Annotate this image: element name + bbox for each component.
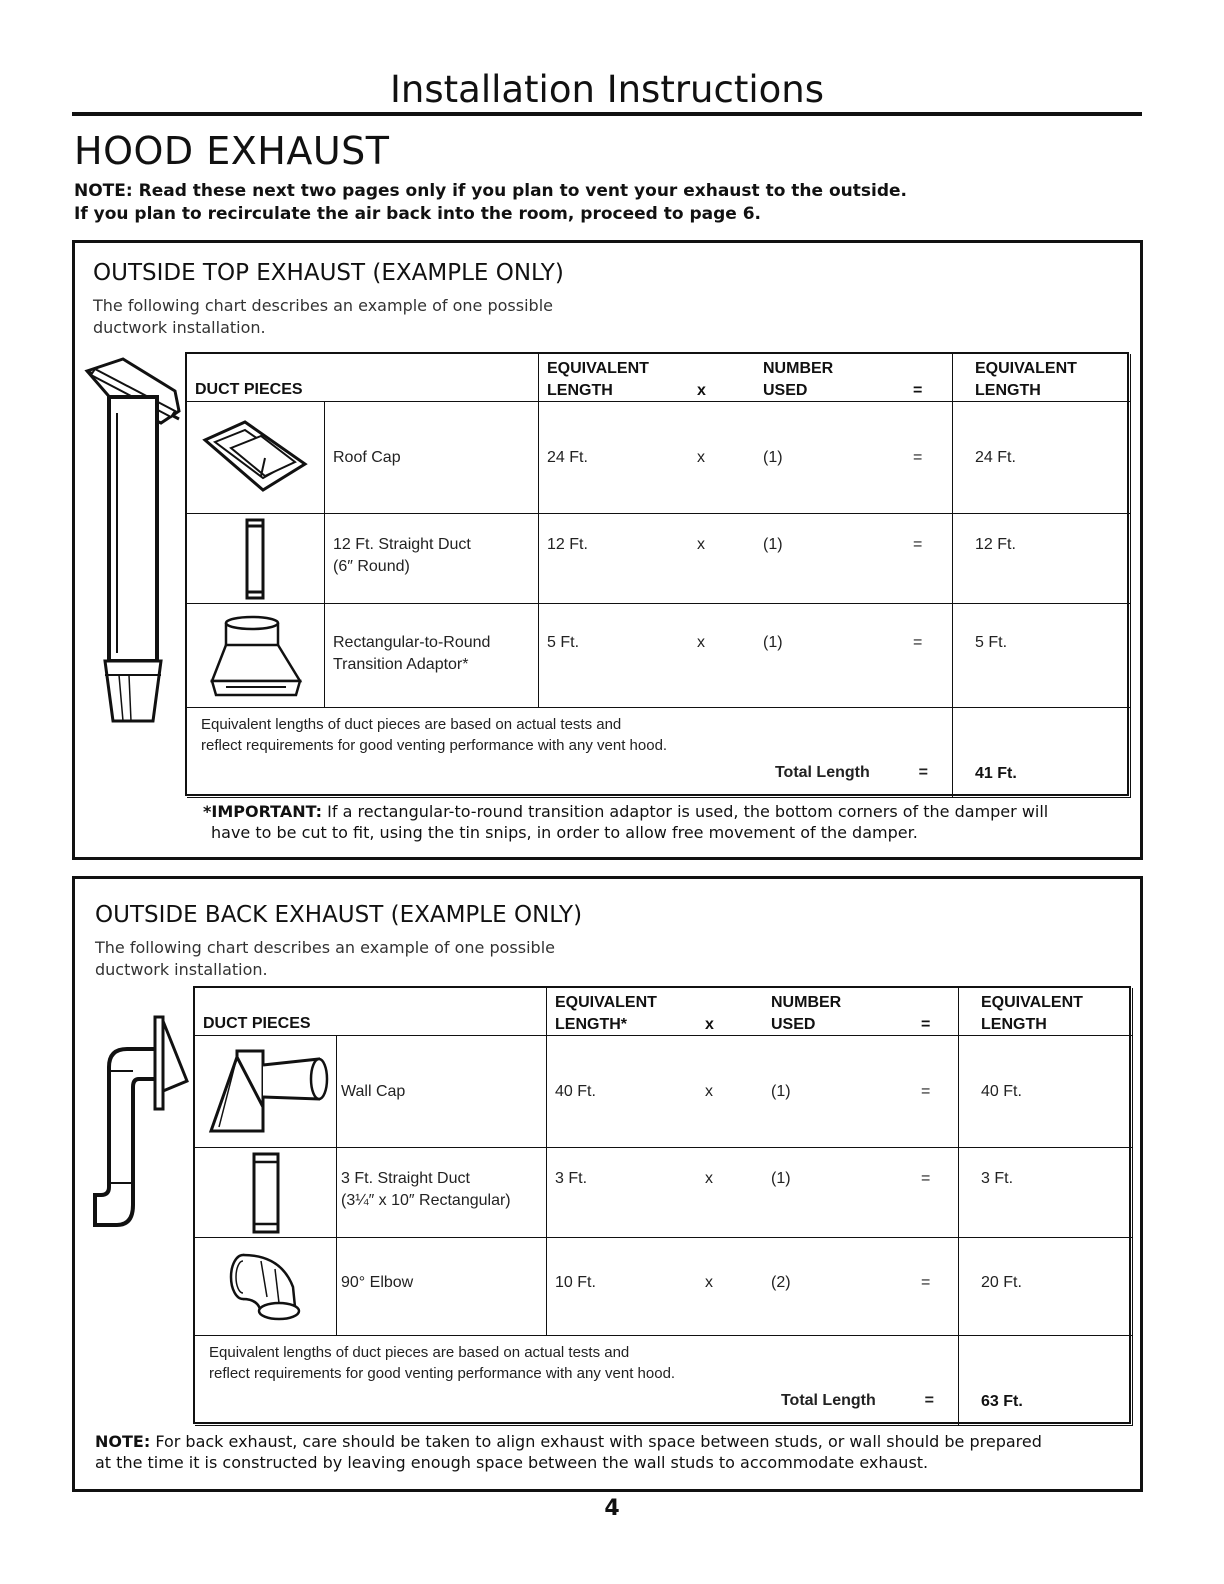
top-col-number-line-1: NUMBER xyxy=(763,360,834,377)
roof-cap-icon xyxy=(187,402,325,514)
top-row-2-name xyxy=(325,514,539,604)
straight-rectangular-duct-icon xyxy=(195,1148,337,1238)
back-note xyxy=(95,1431,1135,1473)
back-total-equals: = xyxy=(924,1392,934,1409)
top-row-1-length: 24 Ft. xyxy=(547,448,588,466)
back-row-1-total-value: 40 Ft. xyxy=(981,1082,1022,1100)
back-exhaust-panel xyxy=(72,876,1143,1492)
top-row-3-total xyxy=(953,604,1131,708)
section-note xyxy=(74,180,907,226)
top-footnote xyxy=(187,708,953,798)
back-row-1-name-line-1: Wall Cap xyxy=(341,1082,406,1100)
top-exhaust-intro xyxy=(93,295,553,339)
back-row-2-length: 3 Ft. xyxy=(555,1170,588,1187)
top-footnote-line-1: Equivalent lengths of duct pieces are based on actual tests and xyxy=(201,716,622,733)
back-row-2-values xyxy=(547,1148,959,1238)
top-col-number-line-2: USED xyxy=(763,382,808,399)
top-row-1-values xyxy=(539,402,953,514)
back-footnote xyxy=(195,1336,959,1426)
top-exhaust-panel xyxy=(72,240,1143,860)
top-total-equals: = xyxy=(918,764,928,781)
top-row-3-equals: = xyxy=(913,634,923,651)
top-exhaust-intro-line-1: The following chart describes an example of one possible xyxy=(93,296,553,315)
back-row-1-name xyxy=(337,1036,547,1148)
back-row-2-name-line-2: (3¼″ x 10″ Rectangular) xyxy=(341,1192,511,1209)
top-col-equals: = xyxy=(913,382,923,399)
top-row-3-name-line-1: Rectangular-to-Round xyxy=(333,634,491,651)
top-row-2-name-line-2: (6″ Round) xyxy=(333,558,410,575)
back-col-result-line-1: EQUIVALENT xyxy=(981,994,1083,1011)
back-row-3-name-line-1: 90° Elbow xyxy=(341,1274,414,1291)
top-row-2-count: (1) xyxy=(763,536,783,553)
top-col-equiv-length-line-1: EQUIVALENT xyxy=(547,360,649,377)
top-exhaust-stack-illustration xyxy=(83,353,193,733)
top-footnote-line-2: reflect requirements for good venting performance with any vent hood. xyxy=(201,737,668,754)
top-exhaust-intro-line-2: ductwork installation. xyxy=(93,318,266,337)
top-row-1-count: (1) xyxy=(763,448,783,466)
section-note-line-1: NOTE: Read these next two pages only if you plan to vent your exhaust to the outside. xyxy=(74,181,907,201)
section-note-line-2: If you plan to recirculate the air back into the room, proceed to page 6. xyxy=(74,204,761,224)
top-important-text-2: have to be cut to fit, using the tin snips, in order to allow free movement of the damper. xyxy=(211,823,918,842)
top-col-result-header xyxy=(953,354,1131,402)
back-footnote-line-2: reflect requirements for good venting performance with any vent hood. xyxy=(209,1365,676,1382)
top-row-2-length: 12 Ft. xyxy=(547,536,588,553)
back-row-2-times: x xyxy=(705,1170,713,1187)
top-col-middle-headers xyxy=(539,354,953,402)
back-row-1-count: (1) xyxy=(771,1082,791,1100)
back-col-number-line-2: USED xyxy=(771,1016,816,1033)
top-row-2-equals: = xyxy=(913,536,923,553)
top-row-3-name-line-2: Transition Adaptor* xyxy=(333,656,469,673)
back-col-equals: = xyxy=(921,1016,931,1033)
top-row-3-count: (1) xyxy=(763,634,783,651)
back-row-3-total xyxy=(959,1238,1133,1336)
top-exhaust-table xyxy=(185,352,1129,796)
top-exhaust-title: OUTSIDE TOP EXHAUST (EXAMPLE ONLY) xyxy=(93,260,564,286)
back-total-value: 63 Ft. xyxy=(959,1336,1133,1426)
back-row-2-name xyxy=(337,1148,547,1238)
back-row-3-count: (2) xyxy=(771,1274,791,1291)
back-row-1-total xyxy=(959,1036,1133,1148)
back-row-3-times: x xyxy=(705,1274,713,1291)
top-total-label-text: Total Length xyxy=(774,764,870,781)
top-total-label xyxy=(775,762,928,783)
back-col-number-line-1: NUMBER xyxy=(771,994,842,1011)
back-row-1-times: x xyxy=(705,1082,713,1100)
page-number: 4 xyxy=(604,1496,620,1521)
top-col-result-line-1: EQUIVALENT xyxy=(975,360,1077,377)
page-header-title: Installation Instructions xyxy=(390,68,824,111)
top-col-duct-pieces xyxy=(187,354,539,402)
top-col-equiv-length-line-2: LENGTH xyxy=(547,382,613,399)
elbow-icon xyxy=(195,1238,337,1336)
top-important-note xyxy=(203,801,1133,843)
back-exhaust-intro xyxy=(95,937,555,981)
back-row-2-equals: = xyxy=(921,1170,931,1187)
wall-cap-icon xyxy=(195,1036,337,1148)
top-row-2-total xyxy=(953,514,1131,604)
top-row-1-equals: = xyxy=(913,448,923,466)
straight-round-duct-icon xyxy=(187,514,325,604)
transition-adaptor-icon xyxy=(187,604,325,708)
back-row-3-name xyxy=(337,1238,547,1336)
top-important-label: *IMPORTANT: xyxy=(203,802,323,821)
top-row-3-total-value: 5 Ft. xyxy=(975,634,1008,651)
top-row-2-name-line-1: 12 Ft. Straight Duct xyxy=(333,536,471,553)
back-col-result-line-2: LENGTH xyxy=(981,1016,1047,1033)
back-note-text-1: For back exhaust, care should be taken to align exhaust with space between studs, or wall should be prepared xyxy=(150,1432,1042,1451)
back-row-2-total xyxy=(959,1148,1133,1238)
top-row-1-total-value: 24 Ft. xyxy=(975,448,1016,466)
top-col-duct-pieces-label: DUCT PIECES xyxy=(195,381,303,398)
back-row-1-equals: = xyxy=(921,1082,931,1100)
top-row-2-total-value: 12 Ft. xyxy=(975,536,1016,553)
back-note-label: NOTE: xyxy=(95,1432,151,1451)
page-header xyxy=(72,66,1142,116)
back-row-1-values xyxy=(547,1036,959,1148)
top-total-value: 41 Ft. xyxy=(953,708,1131,798)
back-note-text-2: at the time it is constructed by leaving enough space between the wall studs to accommodate exhaust. xyxy=(95,1453,929,1472)
top-row-2-times: x xyxy=(697,536,705,553)
back-row-3-equals: = xyxy=(921,1274,931,1291)
back-row-1-length: 40 Ft. xyxy=(555,1082,596,1100)
back-exhaust-duct-illustration xyxy=(87,1009,197,1239)
back-exhaust-title: OUTSIDE BACK EXHAUST (EXAMPLE ONLY) xyxy=(95,902,583,928)
back-footnote-line-1: Equivalent lengths of duct pieces are based on actual tests and xyxy=(209,1344,630,1361)
back-col-result-header xyxy=(959,988,1133,1036)
section-title: HOOD EXHAUST xyxy=(74,129,390,173)
top-row-3-values xyxy=(539,604,953,708)
back-row-3-length: 10 Ft. xyxy=(555,1274,596,1291)
back-col-duct-pieces xyxy=(195,988,547,1036)
top-row-1-name-line-1: Roof Cap xyxy=(333,448,401,466)
back-col-times: x xyxy=(705,1016,714,1033)
back-row-2-count: (1) xyxy=(771,1170,791,1187)
back-row-3-values xyxy=(547,1238,959,1336)
back-total-label xyxy=(781,1390,934,1411)
back-col-middle-headers xyxy=(547,988,959,1036)
top-row-2-values xyxy=(539,514,953,604)
back-exhaust-intro-line-2: ductwork installation. xyxy=(95,960,268,979)
top-row-3-times: x xyxy=(697,634,705,651)
top-col-times: x xyxy=(697,382,706,399)
back-exhaust-table xyxy=(193,986,1131,1424)
top-important-text-1: If a rectangular-to-round transition adaptor is used, the bottom corners of the damper will xyxy=(322,802,1049,821)
back-col-duct-pieces-label: DUCT PIECES xyxy=(203,1015,311,1032)
top-row-3-length: 5 Ft. xyxy=(547,634,580,651)
back-col-equiv-length-line-2: LENGTH* xyxy=(555,1016,627,1033)
back-exhaust-intro-line-1: The following chart describes an example of one possible xyxy=(95,938,555,957)
back-col-equiv-length-line-1: EQUIVALENT xyxy=(555,994,657,1011)
back-total-label-text: Total Length xyxy=(780,1392,876,1409)
back-row-2-name-line-1: 3 Ft. Straight Duct xyxy=(341,1170,470,1187)
top-col-result-line-2: LENGTH xyxy=(975,382,1041,399)
top-row-1-total xyxy=(953,402,1131,514)
back-row-3-total-value: 20 Ft. xyxy=(981,1274,1022,1291)
top-row-3-name xyxy=(325,604,539,708)
top-row-1-name xyxy=(325,402,539,514)
top-row-1-times: x xyxy=(697,448,705,466)
back-row-2-total-value: 3 Ft. xyxy=(981,1170,1014,1187)
